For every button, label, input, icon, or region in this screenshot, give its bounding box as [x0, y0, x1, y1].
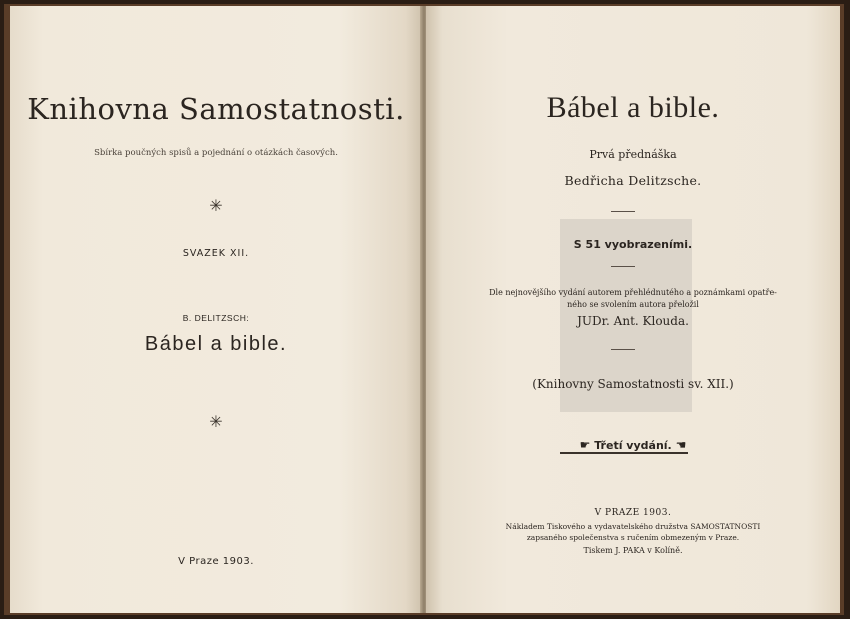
volume-number: SVAZEK XII. [182, 248, 250, 259]
publisher-line1: Nákladem Tiskového a vydavatelského družstva SAMOSTATNOSTI [505, 522, 761, 531]
divider [611, 211, 635, 212]
edition-note-line1: Dle nejnovějšího vydání autorem přehlédnutého a poznámkami opatře- [489, 288, 777, 297]
right-page [426, 6, 840, 613]
edition-note-line2: ného se svolením autora přeložil [567, 300, 699, 309]
edition-underline [560, 452, 688, 454]
main-title: Bábel a bible. [546, 91, 720, 124]
book-title-left: Bábel a bible. [144, 333, 288, 355]
series-reference: (Knihovny Samostatnosti sv. XII.) [532, 377, 734, 391]
divider [611, 349, 635, 350]
divider [611, 266, 635, 267]
series-subtitle: Sbírka poučných spisů a pojednání o otázkách časových. [94, 148, 338, 158]
edition-text: Třetí vydání. [594, 439, 672, 452]
series-title: Knihovna Samostatnosti. [27, 92, 405, 126]
author-name: Bedřicha Delitzsche. [564, 173, 702, 188]
author-short: B. DELITZSCH: [182, 313, 250, 323]
asterisk-ornament-icon: ✳ [209, 412, 223, 431]
place-date-left: V Praze 1903. [178, 556, 254, 567]
open-book [4, 4, 844, 615]
left-page [10, 6, 422, 613]
illustrations-note: S 51 vyobrazeními. [573, 238, 693, 251]
place-date-right: V PRAZE 1903. [594, 508, 672, 518]
asterisk-ornament-icon: ✳ [209, 196, 223, 215]
lecture-label: Prvá přednáška [589, 148, 677, 161]
printer-line: Tiskem J. PAKA v Kolíně. [583, 546, 683, 555]
pointing-hand-left-icon: ☚ [675, 438, 687, 452]
edition-label [426, 438, 840, 452]
publisher-line2: zapsaného společenstva s ručením obmezeným v Praze. [526, 533, 740, 542]
pointing-hand-right-icon: ☛ [579, 438, 591, 452]
translator-name: JUDr. Ant. Klouda. [577, 314, 689, 328]
